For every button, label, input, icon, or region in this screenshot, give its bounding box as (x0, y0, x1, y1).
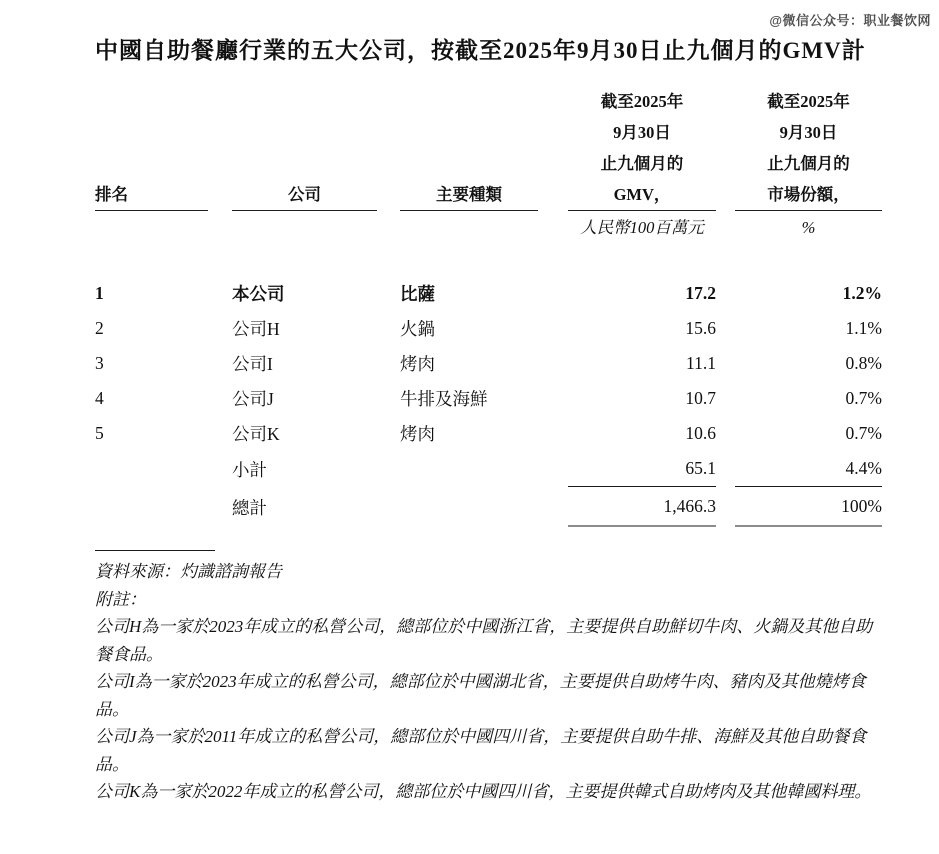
subtotal-gmv: 65.1 (568, 451, 716, 487)
rank-cell: 3 (95, 353, 104, 373)
gmv-cell: 10.6 (685, 423, 716, 443)
gmv-cell: 17.2 (685, 283, 716, 303)
footnote-company-k: 公司K為一家於2022年成立的私營公司，總部位於中國四川省，主要提供韓式自助烤肉及其他韓國料理。 (95, 782, 872, 801)
table-row (95, 311, 882, 346)
share-cell: 0.8% (845, 353, 882, 373)
table-row (95, 276, 882, 311)
notes-label: 附註： (95, 589, 146, 609)
company-cell: 公司H (232, 319, 280, 339)
subtotal-label: 小計 (232, 459, 267, 480)
total-row (95, 487, 882, 527)
table-body (95, 276, 882, 527)
category-cell: 比薩 (400, 284, 435, 304)
share-unit-label: % (801, 218, 816, 237)
company-cell: 公司J (232, 389, 274, 409)
gmv-cell: 15.6 (685, 318, 716, 338)
company-cell: 公司I (232, 354, 273, 374)
category-cell: 火鍋 (400, 319, 435, 339)
header-rank: 排名 (95, 90, 208, 211)
footnote-company-i: 公司I為一家於2023年成立的私營公司，總部位於中國湖北省，主要提供自助烤牛肉、豬肉及其他燒烤食品。 (95, 672, 866, 719)
rank-cell: 2 (95, 318, 104, 338)
source-line: 資料來源：灼識諮詢報告 (95, 562, 282, 581)
gmv-cell: 10.7 (685, 388, 716, 408)
category-cell: 牛排及海鮮 (400, 389, 488, 409)
category-cell: 烤肉 (400, 424, 435, 444)
header-company: 公司 (232, 90, 377, 211)
footnote-company-h: 公司H為一家於2023年成立的私營公司，總部位於中國浙江省，主要提供自助鮮切牛肉、火鍋及其他自助餐食品。 (95, 617, 873, 664)
gmv-unit-label: 人民幣100百萬元 (580, 218, 704, 237)
rank-cell: 5 (95, 423, 104, 443)
header-category: 主要種類 (400, 90, 538, 211)
header-gmv: 截至2025年 9月30日 止九個月的 GMV， (568, 90, 716, 211)
share-cell: 0.7% (845, 423, 882, 443)
header-market-share: 截至2025年 9月30日 止九個月的 市場份額， (735, 90, 882, 211)
share-cell: 0.7% (845, 388, 882, 408)
subtotal-row (95, 451, 882, 487)
page-title: 中國自助餐廳行業的五大公司，按截至2025年9月30日止九個月的GMV計 (95, 38, 866, 63)
company-cell: 公司K (232, 424, 280, 444)
total-label: 總計 (232, 497, 267, 518)
rank-cell: 4 (95, 388, 104, 408)
total-share: 100% (735, 487, 882, 527)
company-cell: 本公司 (232, 284, 285, 304)
table-unit-row (95, 214, 882, 242)
table-header (95, 90, 882, 211)
source-divider (95, 550, 215, 551)
table-row (95, 381, 882, 416)
table-row (95, 416, 882, 451)
share-cell: 1.2% (842, 283, 882, 303)
footnote-company-j: 公司J為一家於2011年成立的私營公司，總部位於中國四川省，主要提供自助牛排、海鮮及其他自助餐食品。 (95, 727, 867, 774)
category-cell: 烤肉 (400, 354, 435, 374)
gmv-cell: 11.1 (686, 353, 716, 373)
table-row (95, 346, 882, 381)
subtotal-share: 4.4% (735, 451, 882, 487)
footnotes-section (95, 550, 889, 806)
total-gmv: 1,466.3 (568, 487, 716, 527)
share-cell: 1.1% (845, 318, 882, 338)
rank-cell: 1 (95, 283, 104, 303)
watermark-text: @微信公众号：职业餐饮网 (769, 13, 931, 28)
